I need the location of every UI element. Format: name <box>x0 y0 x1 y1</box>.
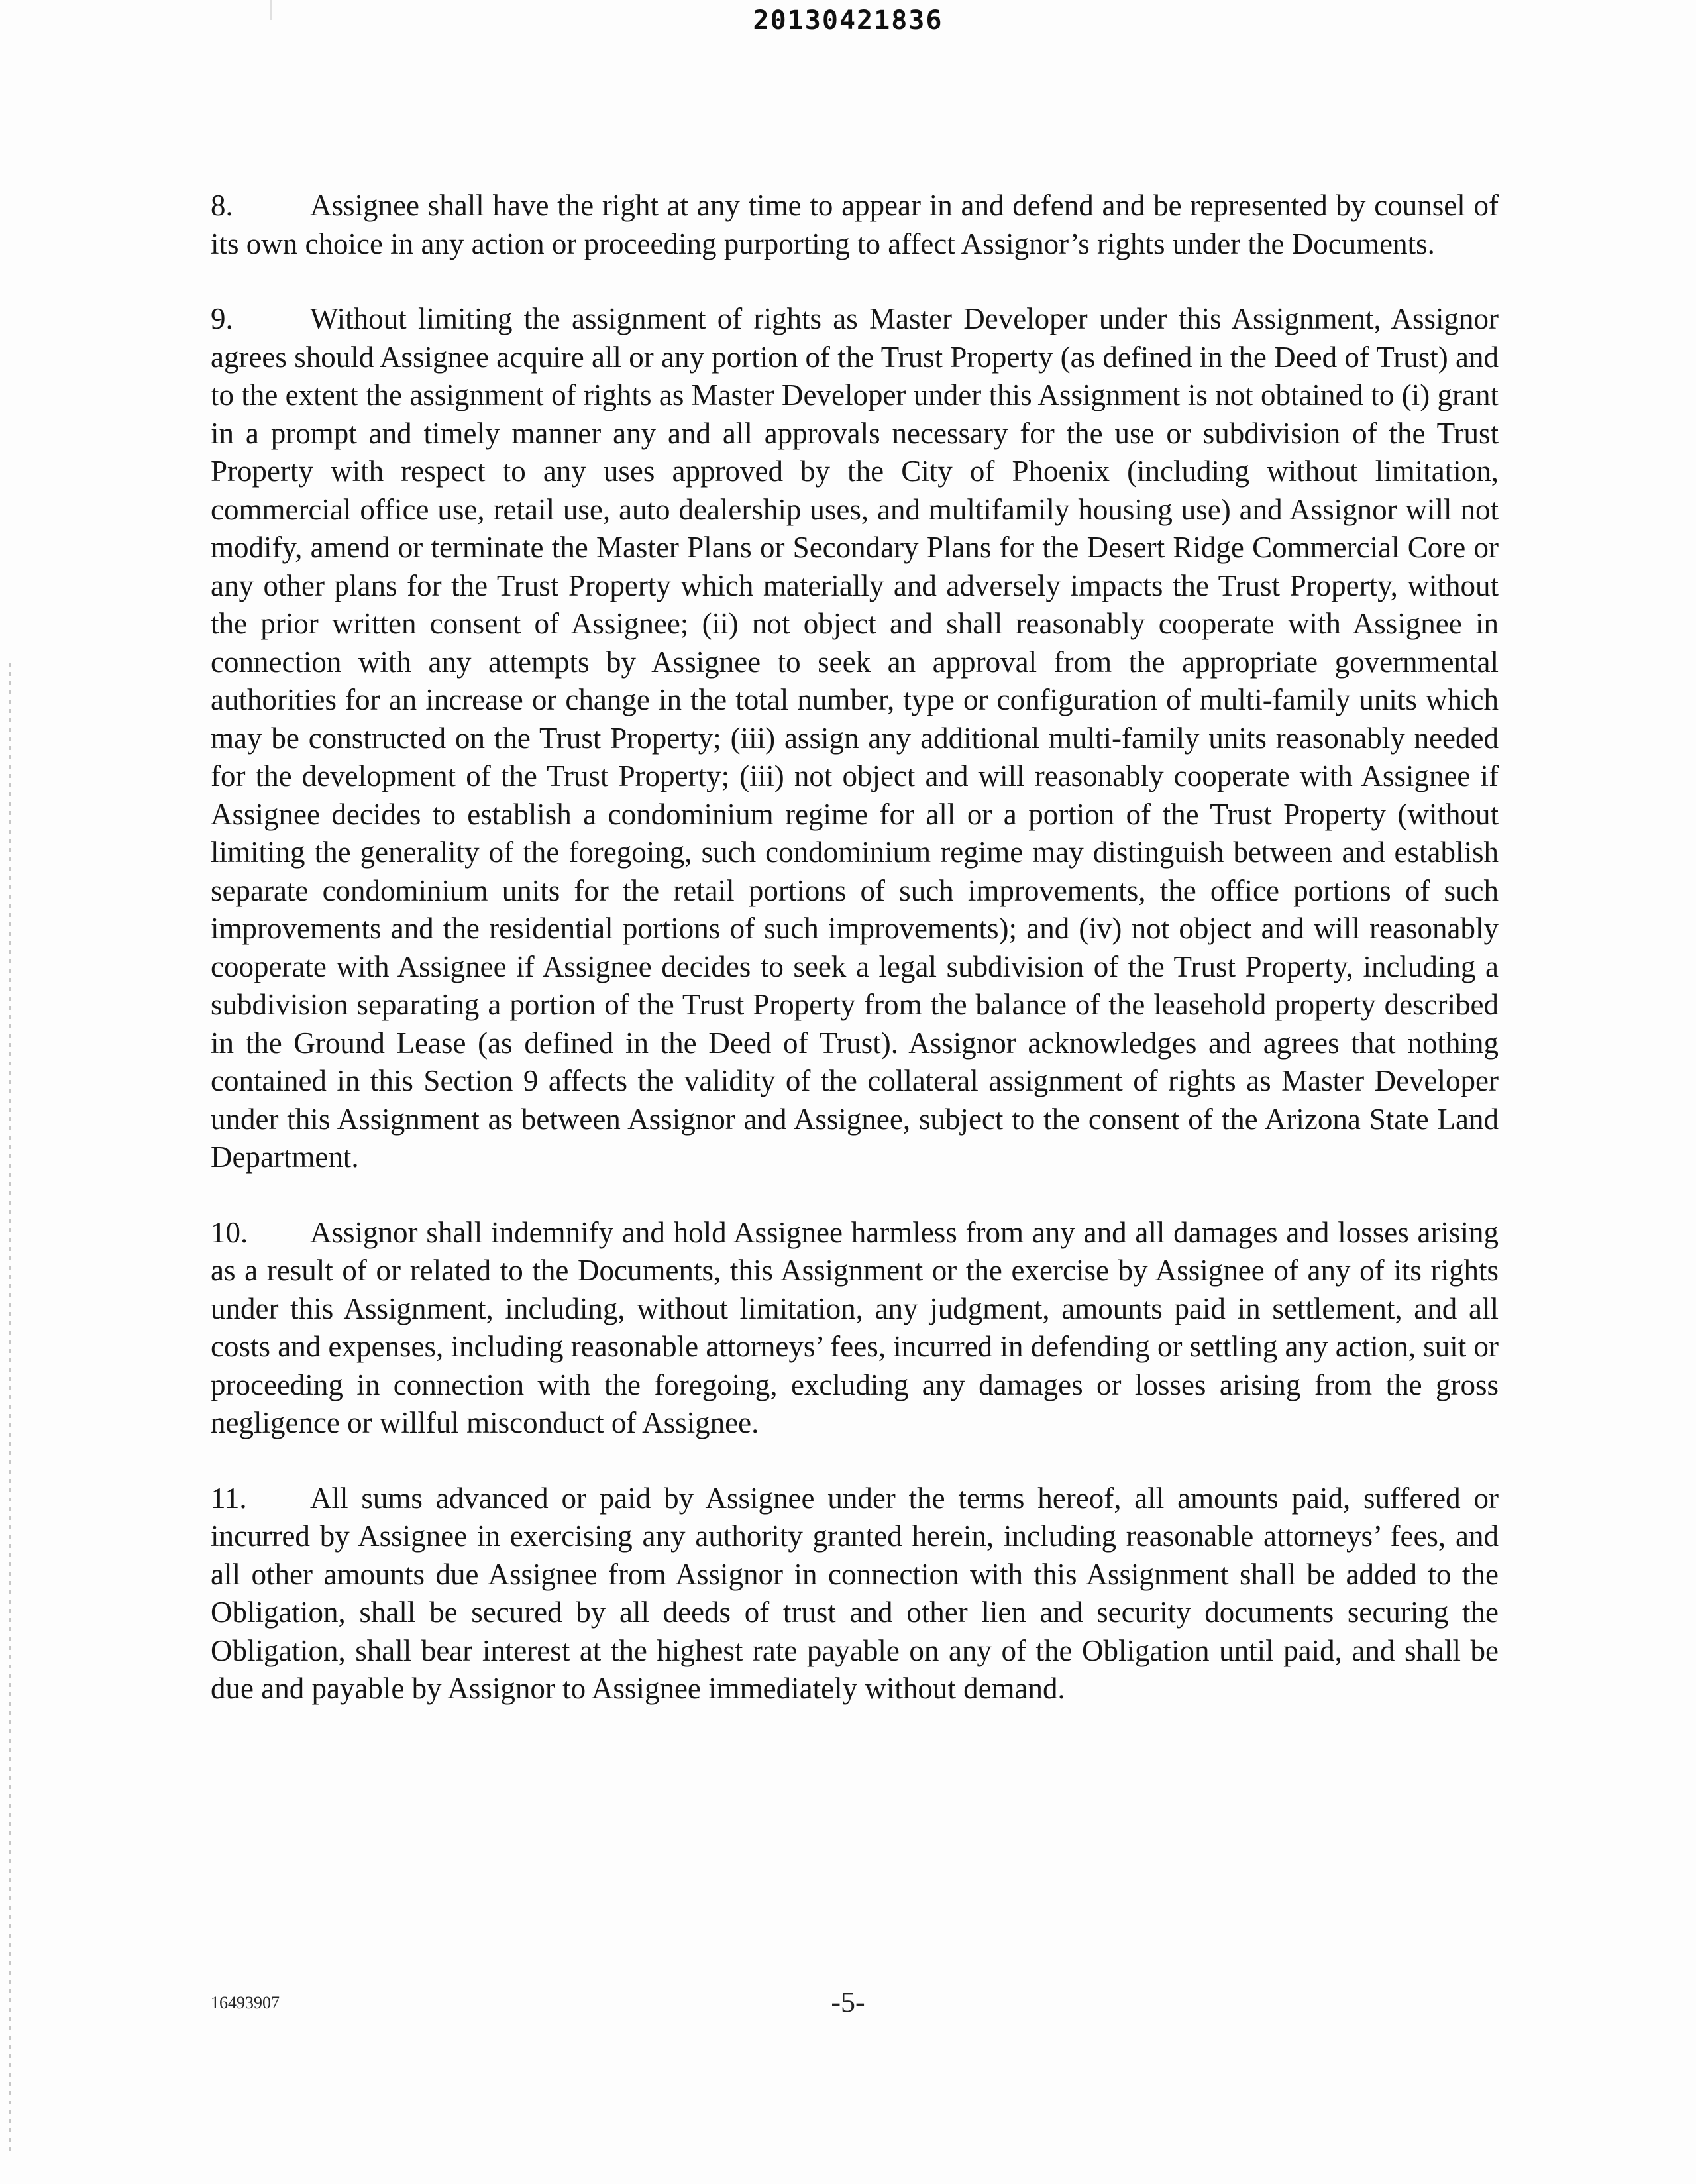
paragraph-9 <box>211 300 1499 1177</box>
paragraph-11 <box>211 1480 1499 1708</box>
footer-document-number: 16493907 <box>211 1993 280 2012</box>
paragraph-text: Assignor shall indemnify and hold Assignee harmless from any and all damages and losses arising as a result of or related to the Documents, this Assignment or the exercise by Assignee of any of its rights under this Assignment, including, without limitation, any judgment, amounts paid in settlement, and all costs and expenses, including reasonable attorneys’ fees, incurred in defending or settling any action, suit or proceeding in connection with the foregoing, excluding any damages or losses arising from the gross negligence or willful misconduct of Assignee. <box>211 1215 1499 1439</box>
paragraph-10 <box>211 1214 1499 1443</box>
footer-page-number: -5- <box>831 1986 865 2018</box>
paragraph-number: 8. <box>211 189 233 222</box>
document-body <box>211 187 1499 1745</box>
scan-edge-artifact <box>9 663 11 2154</box>
recording-number: 20130421836 <box>753 5 943 36</box>
paragraph-8 <box>211 187 1499 263</box>
paragraph-text: Without limiting the assignment of rights as Master Developer under this Assignment, Assignor agrees should Assignee acquire all or any portion of the Trust Property (as defined in the Deed of Trust) and to the extent the assignment of rights as Master Developer under this Assignment is not obtained to (i) grant in a prompt and timely manner any and all approvals necessary for the use or subdivision of the Trust Property with respect to any uses approved by the City of Phoenix (including without limitation, commercial office use, retail use, auto dealership uses, and multifamily housing use) and Assignor will not modify, amend or terminate the Master Plans or Secondary Plans for the Desert Ridge Commercial Core or any other plans for the Trust Property which materially and adversely impacts the Trust Property, without the prior written consent of Assignee; (ii) not object and shall reasonably cooperate with Assignee in connection with any attempts by Assignee to seek an approval from the appropriate governmental authorities for an increase or change in the total number, type or configuration of multi-family units which may be constructed on the Trust Property; (iii) assign any additional multi-family units reasonably needed for the development of the Trust Property; (iii) not object and will reasonably cooperate with Assignee if Assignee decides to establish a condominium regime for all or a portion of the Trust Property (without limiting the generality of the foregoing, such condominium regime may distinguish between and establish separate condominium units for the retail portions of such improvements, the office portions of such improvements and the residential portions of such improvements); and (iv) not object and will reasonably cooperate with Assignee if Assignee decides to seek a legal subdivision of the Trust Property, including a subdivision separating a portion of the Trust Property from the balance of the leasehold property described in the Ground Lease (as defined in the Deed of Trust). Assignor acknowledges and agrees that nothing contained in this Section 9 affects the validity of the collateral assignment of rights as Master Developer under this Assignment as between Assignor and Assignee, subject to the consent of the Arizona State Land Department. <box>211 302 1499 1174</box>
paragraph-text: Assignee shall have the right at any time to appear in and defend and be represented by counsel of its own choice in any action or proceeding purporting to affect Assignor’s rights under the Documents. <box>211 189 1499 260</box>
paragraph-number: 10. <box>211 1215 248 1249</box>
paragraph-number: 9. <box>211 302 233 335</box>
paragraph-number: 11. <box>211 1481 247 1515</box>
paragraph-text: All sums advanced or paid by Assignee under the terms hereof, all amounts paid, suffered or incurred by Assignee in exercising any authority granted herein, including reasonable attorneys’ fees, and all other amounts due Assignee from Assignor in connection with this Assignment shall be added to the Obligation, shall be secured by all deeds of trust and other lien and security documents securing the Obligation, shall bear interest at the highest rate payable on any of the Obligation until paid, and shall be due and payable by Assignor to Assignee immediately without demand. <box>211 1481 1499 1705</box>
